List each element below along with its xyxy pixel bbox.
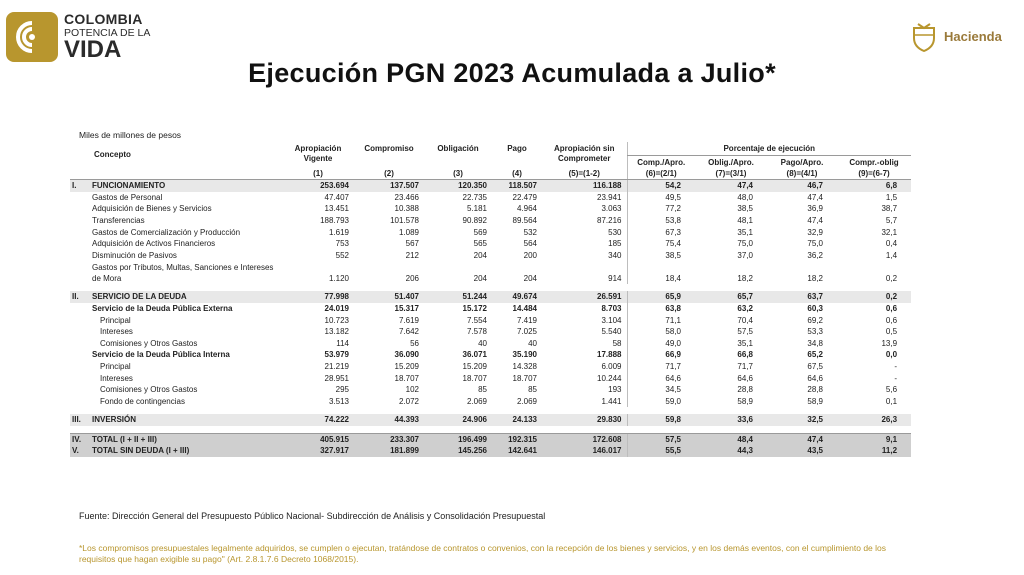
table-row	[70, 396, 911, 408]
row-number: III.	[70, 414, 92, 426]
cell-col-4: 7.025	[516, 327, 537, 337]
header-n8: (8)=(4/1)	[767, 168, 837, 180]
cell-col-4: 200	[523, 250, 537, 260]
row-label: SERVICIO DE LA DEUDA	[92, 291, 282, 303]
cell-col-1: 10.723	[324, 315, 349, 325]
row-number	[70, 227, 92, 239]
cell-col-2: 1.089	[398, 227, 419, 237]
row-number: IV.	[70, 433, 92, 445]
cell-col-2: 7.642	[398, 327, 419, 337]
cell-col-9: 0,2	[837, 291, 911, 303]
cell-col-3: 204	[473, 250, 487, 260]
cell-col-6: 63,8	[627, 303, 695, 315]
cell-col-1: 552	[335, 250, 349, 260]
cell-col-2: 23.466	[394, 192, 419, 202]
cell-col-1: 405.915	[282, 433, 354, 445]
header-oblig-apro: Oblig./Apro.	[708, 157, 754, 167]
cell-col-3: 204	[473, 274, 487, 284]
cell-col-7: 66,8	[737, 350, 753, 360]
cell-col-3: 7.554	[466, 315, 487, 325]
row-number	[70, 396, 92, 408]
logo-line2: POTENCIA DE LA	[64, 27, 151, 39]
cell-col-8: 32,5	[767, 414, 837, 426]
cell-col-4: 7.419	[516, 315, 537, 325]
page-title: Ejecución PGN 2023 Acumulada a Julio*	[248, 58, 776, 88]
header-n2: (2)	[354, 168, 424, 180]
cell-col-6: 18,4	[627, 261, 695, 284]
cell-col-2: 181.899	[354, 445, 424, 457]
cell-col-9: -	[894, 361, 898, 371]
table-row	[70, 384, 911, 396]
cell-col-4: 204	[523, 274, 537, 284]
table-row	[70, 433, 911, 445]
cell-col-4: 24.133	[492, 414, 542, 426]
cell-col-5: 914	[608, 274, 622, 284]
cell-col-6: 64,6	[627, 373, 695, 385]
table-row	[70, 250, 911, 262]
row-number	[70, 261, 92, 284]
budget-table-wrap	[70, 142, 911, 457]
cell-col-4: 564	[523, 239, 537, 249]
cell-col-3: 51.244	[424, 291, 492, 303]
row-label: FUNCIONAMIENTO	[92, 180, 282, 192]
cell-col-6: 58,0	[627, 326, 695, 338]
cell-col-7: 48,0	[737, 192, 753, 202]
cell-col-5: 6.009	[601, 361, 622, 371]
table-row	[70, 338, 911, 350]
hacienda-logo	[910, 22, 1020, 52]
table-row	[70, 349, 911, 361]
row-number	[70, 192, 92, 204]
header-row-1	[70, 142, 911, 156]
cell-col-8: 28,8	[807, 385, 823, 395]
table-row	[70, 192, 911, 204]
header-obligacion: Obligación	[437, 144, 479, 153]
cell-col-8: 32,9	[807, 227, 823, 237]
cell-col-3: 18.707	[462, 373, 487, 383]
cell-col-6: 57,5	[627, 433, 695, 445]
cell-col-4: 192.315	[492, 433, 542, 445]
cell-col-4: 49.674	[492, 291, 542, 303]
cell-col-1: 1.619	[328, 227, 349, 237]
row-label: Gastos de Personal	[92, 192, 163, 202]
cell-col-9: 26,3	[837, 414, 911, 426]
row-label: INVERSIÓN	[92, 414, 282, 426]
header-n9: (9)=(6-7)	[837, 168, 911, 180]
cell-col-2: 10.388	[394, 204, 419, 214]
cell-col-6: 75,4	[627, 238, 695, 250]
cell-col-9: 1,4	[885, 250, 898, 260]
cell-col-7: 47,4	[695, 180, 767, 192]
cell-col-9: 0,6	[885, 303, 898, 313]
cell-col-8: 18,2	[807, 274, 823, 284]
cell-col-4: 40	[528, 338, 537, 348]
row-label: Disminución de Pasivos	[92, 250, 177, 260]
cell-col-4: 85	[528, 385, 537, 395]
row-number	[70, 384, 92, 396]
row-label: Gastos de Comercialización y Producción	[92, 227, 241, 237]
cell-col-9: -	[894, 373, 898, 383]
cell-col-4: 89.564	[512, 215, 537, 225]
table-row	[70, 261, 911, 284]
header-n1: (1)	[282, 168, 354, 180]
cell-col-2: 15.317	[394, 303, 419, 313]
cell-col-1: 327.917	[282, 445, 354, 457]
cell-col-9: 1,5	[885, 192, 898, 202]
cell-col-4: 142.641	[492, 445, 542, 457]
row-number	[70, 303, 92, 315]
cell-col-6: 71,1	[627, 315, 695, 327]
cell-col-7: 44,3	[695, 445, 767, 457]
row-number	[70, 203, 92, 215]
cell-col-7: 48,4	[695, 433, 767, 445]
cell-col-1: 74.222	[282, 414, 354, 426]
cell-col-3: 24.906	[424, 414, 492, 426]
table-row	[70, 180, 911, 192]
row-label: Adquisición de Activos Financieros	[92, 239, 216, 249]
row-label: Comisiones y Otros Gastos	[100, 385, 198, 395]
cell-col-1: 753	[335, 239, 349, 249]
cell-col-2: 7.619	[398, 315, 419, 325]
cell-col-8: 34,8	[807, 338, 823, 348]
cell-col-7: 63,2	[737, 303, 753, 313]
cell-col-3: 7.578	[466, 327, 487, 337]
cell-col-9: 32,1	[881, 227, 898, 237]
cell-col-5: 172.608	[542, 433, 627, 445]
cell-col-6: 49,5	[627, 192, 695, 204]
row-label: Fondo de contingencias	[100, 396, 185, 406]
header-pago-apro: Pago/Apro.	[780, 157, 824, 167]
cell-col-2: 18.707	[394, 373, 419, 383]
row-label: TOTAL (I + II + III)	[92, 433, 282, 445]
row-label: Principal	[100, 361, 131, 371]
cell-col-1: 295	[335, 385, 349, 395]
cell-col-6: 59,8	[627, 414, 695, 426]
cell-col-5: 58	[612, 338, 622, 348]
cell-col-9: 6,8	[837, 180, 911, 192]
header-pago: Pago	[507, 144, 527, 153]
header-aprop-sin: Apropiación sin Comprometer	[554, 144, 615, 163]
cell-col-3: 85	[478, 385, 487, 395]
spacer-row	[70, 407, 911, 414]
cell-col-2: 36.090	[394, 350, 419, 360]
cell-col-8: 46,7	[767, 180, 837, 192]
cell-col-2: 2.072	[398, 396, 419, 406]
header-row-3	[70, 168, 911, 180]
header-n7: (7)=(3/1)	[695, 168, 767, 180]
cell-col-6: 77,2	[627, 203, 695, 215]
cell-col-2: 15.209	[394, 361, 419, 371]
cell-col-9: 0,2	[885, 274, 898, 284]
cell-col-5: 87.216	[597, 215, 622, 225]
cell-col-2: 44.393	[354, 414, 424, 426]
cell-col-6: 59,0	[627, 396, 695, 408]
cell-col-5: 8.703	[601, 303, 622, 313]
cell-col-5: 530	[608, 227, 622, 237]
cell-col-9: 11,2	[837, 445, 911, 457]
cell-col-4: 2.069	[516, 396, 537, 406]
row-label: TOTAL SIN DEUDA (I + III)	[92, 445, 282, 457]
spacer-cell	[70, 407, 911, 414]
cell-col-3: 569	[473, 227, 487, 237]
cell-col-5: 3.104	[601, 315, 622, 325]
table-row	[70, 445, 911, 457]
cell-col-2: 101.578	[390, 215, 419, 225]
cell-col-9: 5,7	[885, 215, 898, 225]
cell-col-5: 10.244	[597, 373, 622, 383]
hacienda-label: Hacienda	[944, 29, 1002, 44]
row-label: Gastos por Tributos, Multas, Sanciones e Intereses de Mora	[92, 262, 274, 283]
cell-col-1: 253.694	[282, 180, 354, 192]
cell-col-3: 90.892	[462, 215, 487, 225]
cell-col-4: 532	[523, 227, 537, 237]
cell-col-4: 118.507	[492, 180, 542, 192]
cell-col-9: 0,6	[885, 315, 898, 325]
cell-col-7: 37,0	[737, 250, 753, 260]
colombia-logo-mark-icon	[6, 12, 58, 62]
cell-col-6: 66,9	[627, 349, 695, 361]
row-number	[70, 373, 92, 385]
cell-col-5: 5.540	[601, 327, 622, 337]
row-number	[70, 215, 92, 227]
cell-col-2: 206	[405, 274, 419, 284]
cell-col-7: 33,6	[695, 414, 767, 426]
cell-col-7: 64,6	[737, 373, 753, 383]
row-number	[70, 349, 92, 361]
header-apropiacion: Apropiación Vigente	[294, 144, 342, 163]
cell-col-6: 38,5	[627, 250, 695, 262]
cell-col-1: 77.998	[282, 291, 354, 303]
row-number: II.	[70, 291, 92, 303]
unit-label: Miles de millones de pesos	[79, 130, 182, 140]
row-number	[70, 338, 92, 350]
cell-col-5: 23.941	[597, 192, 622, 202]
cell-col-6: 65,9	[627, 291, 695, 303]
source-text: Fuente: Dirección General del Presupuesto Público Nacional- Subdirección de Análisis y Consolidación Presupuestal	[79, 511, 546, 521]
cell-col-3: 120.350	[424, 180, 492, 192]
cell-col-1: 114	[336, 338, 349, 348]
cell-col-6: 34,5	[627, 384, 695, 396]
table-row	[70, 215, 911, 227]
row-number	[70, 315, 92, 327]
cell-col-7: 75,0	[737, 239, 753, 249]
cell-col-7: 58,9	[737, 396, 753, 406]
cell-col-7: 48,1	[737, 215, 753, 225]
table-row	[70, 361, 911, 373]
spacer-cell	[70, 426, 911, 434]
cell-col-3: 36.071	[462, 350, 487, 360]
cell-col-1: 24.019	[324, 303, 349, 313]
cell-col-8: 47,4	[767, 433, 837, 445]
cell-col-5: 116.188	[542, 180, 627, 192]
cell-col-2: 233.307	[354, 433, 424, 445]
cell-col-2: 212	[405, 250, 419, 260]
row-number: V.	[70, 445, 92, 457]
cell-col-9: 0,4	[885, 239, 898, 249]
cell-col-3: 145.256	[424, 445, 492, 457]
header-n3: (3)	[424, 168, 492, 180]
cell-col-5: 29.830	[542, 414, 627, 426]
table-row	[70, 238, 911, 250]
cell-col-8: 43,5	[767, 445, 837, 457]
cell-col-4: 4.964	[516, 204, 537, 214]
header-comp-apro: Comp./Apro.	[627, 156, 695, 168]
row-label: Transferencias	[92, 215, 145, 225]
cell-col-8: 67,5	[807, 361, 823, 371]
row-number	[70, 250, 92, 262]
cell-col-6: 71,7	[627, 361, 695, 373]
cell-col-7: 35,1	[737, 227, 753, 237]
cell-col-9: 38,7	[881, 204, 898, 214]
header-porcentaje: Porcentaje de ejecución	[627, 142, 911, 156]
row-label: Intereses	[100, 373, 133, 383]
table-row	[70, 414, 911, 426]
cell-col-8: 36,2	[807, 250, 823, 260]
cell-col-2: 51.407	[354, 291, 424, 303]
cell-col-3: 565	[473, 239, 487, 249]
spacer-cell	[70, 284, 911, 291]
row-label: Servicio de la Deuda Pública Externa	[92, 303, 233, 313]
cell-col-8: 65,2	[807, 350, 823, 360]
cell-col-8: 64,6	[807, 373, 823, 383]
row-label: Comisiones y Otros Gastos	[100, 338, 198, 348]
table-row	[70, 291, 911, 303]
cell-col-1: 53.979	[324, 350, 349, 360]
cell-col-9: 5,6	[885, 385, 898, 395]
cell-col-1: 28.951	[324, 373, 349, 383]
row-number	[70, 326, 92, 338]
row-number	[70, 238, 92, 250]
cell-col-1: 1.120	[328, 274, 349, 284]
row-label: Intereses	[100, 327, 133, 337]
table-body	[70, 180, 911, 457]
cell-col-4: 18.707	[512, 373, 537, 383]
cell-col-8: 75,0	[807, 239, 823, 249]
footnote-text: *Los compromisos presupuestales legalmente adquiridos, se cumplen o ejecutan, tratándose de contratos o convenios, con la recepción de los bienes y servicios, y en los demás eventos, con el cumplimiento de los requisitos que hagan exigible su pago" (Art. 2.8.1.7.6 Decreto 1068/2015).	[79, 543, 887, 564]
cell-col-1: 21.219	[324, 361, 349, 371]
cell-col-1: 47.407	[324, 192, 349, 202]
cell-col-5: 17.888	[597, 350, 622, 360]
cell-col-7: 18,2	[737, 274, 753, 284]
cell-col-4: 14.484	[512, 303, 537, 313]
cell-col-1: 188.793	[320, 215, 349, 225]
cell-col-9: 0,5	[885, 327, 898, 337]
header-compromiso: Compromiso	[364, 144, 414, 153]
cell-col-7: 70,4	[737, 315, 753, 325]
cell-col-5: 1.441	[601, 396, 622, 406]
cell-col-2: 56	[410, 338, 419, 348]
header-concepto: Concepto	[94, 149, 131, 159]
spacer-row	[70, 284, 911, 291]
cell-col-2: 102	[405, 385, 419, 395]
cell-col-5: 340	[608, 250, 622, 260]
cell-col-4: 14.328	[512, 361, 537, 371]
row-number: I.	[70, 180, 92, 192]
cell-col-8: 47,4	[807, 192, 823, 202]
cell-col-7: 71,7	[737, 361, 753, 371]
logo-line3: VIDA	[64, 35, 122, 63]
cell-col-9: 9,1	[837, 433, 911, 445]
colombia-logo-text	[64, 12, 150, 62]
cell-col-3: 40	[478, 338, 487, 348]
cell-col-8: 36,9	[807, 204, 823, 214]
cell-col-8: 53,3	[807, 327, 823, 337]
cell-col-8: 69,2	[807, 315, 823, 325]
header-n5: (5)=(1-2)	[542, 168, 627, 180]
cell-col-6: 49,0	[627, 338, 695, 350]
cell-col-3: 5.181	[466, 204, 487, 214]
cell-col-5: 193	[608, 385, 622, 395]
cell-col-8: 60,3	[807, 303, 823, 313]
cell-col-8: 63,7	[767, 291, 837, 303]
cell-col-1: 3.513	[328, 396, 349, 406]
cell-col-3: 15.172	[462, 303, 487, 313]
cell-col-7: 65,7	[695, 291, 767, 303]
table-row	[70, 315, 911, 327]
table-row	[70, 326, 911, 338]
cell-col-6: 67,3	[627, 227, 695, 239]
cell-col-3: 196.499	[424, 433, 492, 445]
cell-col-6: 54,2	[627, 180, 695, 192]
cell-col-9: 0,1	[885, 396, 898, 406]
row-label: Principal	[100, 315, 131, 325]
cell-col-7: 57,5	[737, 327, 753, 337]
budget-table	[70, 142, 911, 457]
cell-col-6: 55,5	[627, 445, 695, 457]
row-number	[70, 361, 92, 373]
header-compr-oblig: Compr.-oblig	[849, 157, 899, 167]
cell-col-2: 137.507	[354, 180, 424, 192]
cell-col-5: 26.591	[542, 291, 627, 303]
row-label: Servicio de la Deuda Pública Interna	[92, 350, 230, 360]
coat-of-arms-icon	[910, 22, 938, 52]
table-row	[70, 227, 911, 239]
cell-col-4: 22.479	[512, 192, 537, 202]
cell-col-9: 0,0	[885, 350, 898, 360]
cell-col-3: 15.209	[462, 361, 487, 371]
logo-line1: COLOMBIA	[64, 11, 143, 27]
cell-col-1: 13.182	[324, 327, 349, 337]
cell-col-4: 35.190	[512, 350, 537, 360]
cell-col-8: 47,4	[807, 215, 823, 225]
cell-col-6: 53,8	[627, 215, 695, 227]
table-row	[70, 203, 911, 215]
header-n6: (6)=(2/1)	[627, 168, 695, 180]
cell-col-7: 35,1	[737, 338, 753, 348]
header-n4: (4)	[492, 168, 542, 180]
table-row	[70, 373, 911, 385]
cell-col-5: 146.017	[542, 445, 627, 457]
cell-col-7: 28,8	[737, 385, 753, 395]
cell-col-3: 22.735	[462, 192, 487, 202]
cell-col-1: 13.451	[324, 204, 349, 214]
cell-col-7: 38,5	[737, 204, 753, 214]
row-label: Adquisición de Bienes y Servicios	[92, 204, 212, 214]
cell-col-3: 2.069	[466, 396, 487, 406]
cell-col-2: 567	[405, 239, 419, 249]
cell-col-5: 3.063	[601, 204, 622, 214]
cell-col-5: 185	[608, 239, 622, 249]
spacer-row	[70, 426, 911, 434]
table-row	[70, 303, 911, 315]
cell-col-8: 58,9	[807, 396, 823, 406]
cell-col-9: 13,9	[881, 338, 898, 348]
